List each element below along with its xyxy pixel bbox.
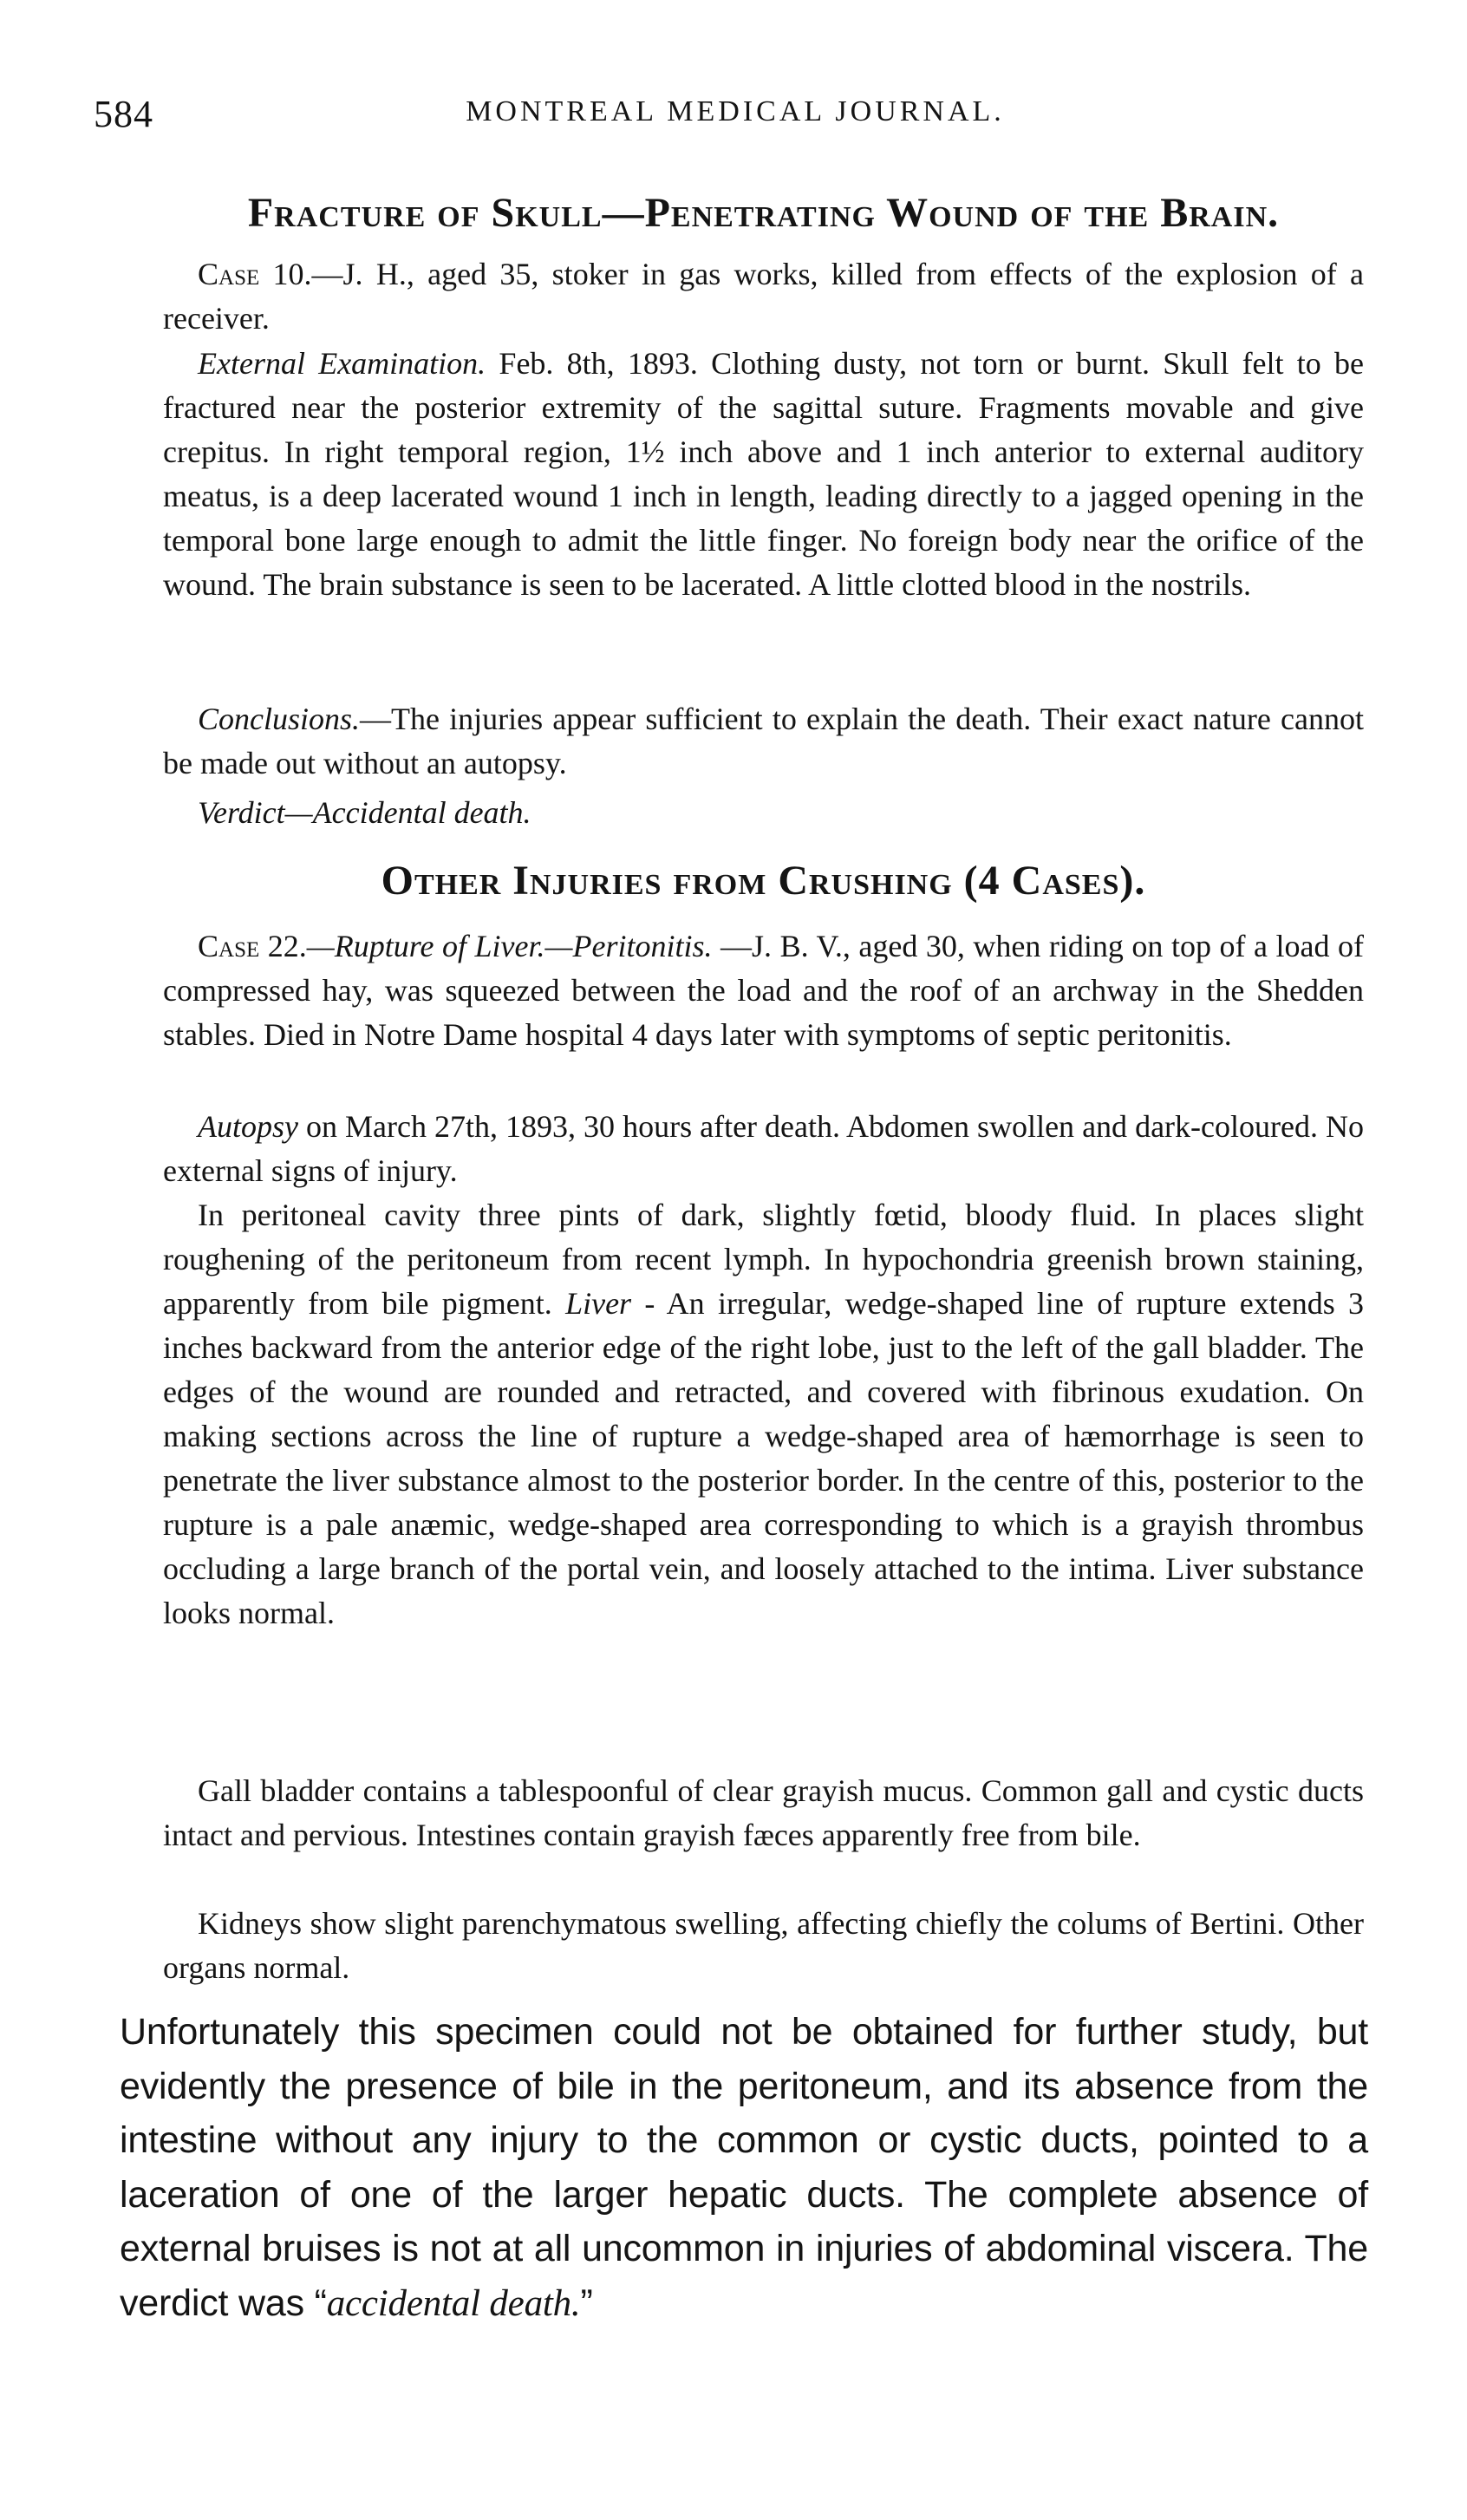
liver-heading: Liver bbox=[565, 1286, 632, 1321]
commentary-text-1: Unfortunately this specimen could not be obtained for further study, but evidently the presence of bile in the peritoneum, and its absence from the intestine without any injury to the common or cystic ducts, pointed to a laceration of one of the larger hepatic ducts. The complete absence of external bruises is not at all uncommon in injuries of abdominal viscera. The verdict was “ bbox=[120, 2011, 1368, 2324]
peritoneal-text-1: In peritoneal cavity three pints of dark, slightly fœtid, bloody fluid. In places slight roughening of the peritoneum from recent lymph. In hypochondria greenish brown staining, apparently from bile pigment. bbox=[163, 1198, 1364, 1321]
autopsy-heading: Autopsy bbox=[198, 1109, 298, 1144]
section-fracture-skull bbox=[163, 189, 1364, 237]
verdict bbox=[163, 791, 1364, 835]
case-22-paragraph bbox=[163, 924, 1364, 1057]
case-10-intro bbox=[163, 252, 1364, 341]
journal-title: MONTREAL MEDICAL JOURNAL. bbox=[466, 95, 1005, 127]
external-examination bbox=[163, 342, 1364, 607]
peritoneal-findings bbox=[163, 1193, 1364, 1635]
kidneys-paragraph: Kidneys show slight parenchymatous swelling, affecting chiefly the colums of Bertini. Other organs normal. bbox=[163, 1906, 1364, 1985]
conclusions-paragraph bbox=[163, 697, 1364, 786]
case-label: Case 22. bbox=[198, 929, 307, 963]
conclusions bbox=[163, 697, 1364, 786]
commentary bbox=[120, 2005, 1368, 2331]
gall-bladder-paragraph: Gall bladder contains a tablespoonful of clear grayish mucus. Common gall and cystic ducts intact and pervious. Intestines contain grayish fæces apparently free from bile. bbox=[163, 1773, 1364, 1852]
autopsy-text: on March 27th, 1893, 30 hours after death. Abdomen swollen and dark-coloured. No external signs of injury. bbox=[163, 1109, 1364, 1188]
verdict-text: Verdict—Accidental death. bbox=[198, 795, 531, 830]
verdict-paragraph bbox=[163, 791, 1364, 835]
autopsy bbox=[163, 1105, 1364, 1193]
case-22-text: —J. B. V., aged 30, when riding on top of a load of compressed hay, was squeezed between the load and the roof of an archway in the Shedden stables. Died in Notre Dame hospital 4 days later with symptoms of septic peritonitis. bbox=[163, 929, 1365, 1052]
commentary-text-2: ” bbox=[580, 2282, 593, 2324]
running-header bbox=[94, 92, 1377, 144]
commentary-paragraph bbox=[120, 2005, 1368, 2331]
autopsy-paragraph bbox=[163, 1105, 1364, 1193]
gall-bladder bbox=[163, 1769, 1364, 1857]
kidneys bbox=[163, 1902, 1364, 1990]
exam-text: Feb. 8th, 1893. Clothing dusty, not torn or burnt. Skull felt to be fractured near the posterior extremity of the sagittal suture. Fragments movable and give crepitus. In right temporal region, 1½ inch above and 1 inch anterior to external auditory meatus, is a deep lacerated wound 1 inch in length, leading directly to a jagged opening in the temporal bone large enough to admit the little finger. No foreign body near the orifice of the wound. The brain substance is seen to be lacerated. A little clotted blood in the nostrils. bbox=[163, 346, 1365, 602]
section-title: Fracture of Skull—Penetrating Wound of the Brain. bbox=[247, 190, 1280, 236]
section-other-injuries bbox=[163, 857, 1364, 904]
exam-heading: External Examination. bbox=[198, 346, 486, 381]
conclusions-text: —The injuries appear sufficient to explain the death. Their exact nature cannot be made out without an autopsy. bbox=[163, 702, 1364, 780]
case-10 bbox=[163, 252, 1364, 341]
case-10-text: —J. H., aged 35, stoker in gas works, killed from effects of the explosion of a receiver. bbox=[163, 257, 1365, 336]
case-label: Case 10. bbox=[198, 257, 312, 291]
case-22-heading: —Rupture of Liver.—Peritonitis. bbox=[306, 929, 713, 963]
external-examination-paragraph bbox=[163, 342, 1364, 607]
section-title: Other Injuries from Crushing (4 Cases). bbox=[381, 858, 1146, 904]
peritoneal-paragraph bbox=[163, 1193, 1364, 1635]
conclusions-heading: Conclusions. bbox=[198, 702, 361, 736]
commentary-verdict: accidental death. bbox=[326, 2282, 581, 2324]
page-number: 584 bbox=[94, 93, 153, 135]
peritoneal-text-2: - An irregular, wedge-shaped line of rupture extends 3 inches backward from the anterior edge of the right lobe, just to the left of the gall bladder. The edges of the wound are rounded and retracted, and covered with fibrinous exudation. On making sections across the line of rupture a wedge-shaped area of hæmorrhage is seen to penetrate the liver substance almost to the posterior border. In the centre of this, posterior to the rupture is a pale anæmic, wedge-shaped area corresponding to which is a grayish thrombus occluding a large branch of the portal vein, and loosely attached to the intima. Liver substance looks normal. bbox=[163, 1286, 1365, 1630]
case-22 bbox=[163, 924, 1364, 1057]
